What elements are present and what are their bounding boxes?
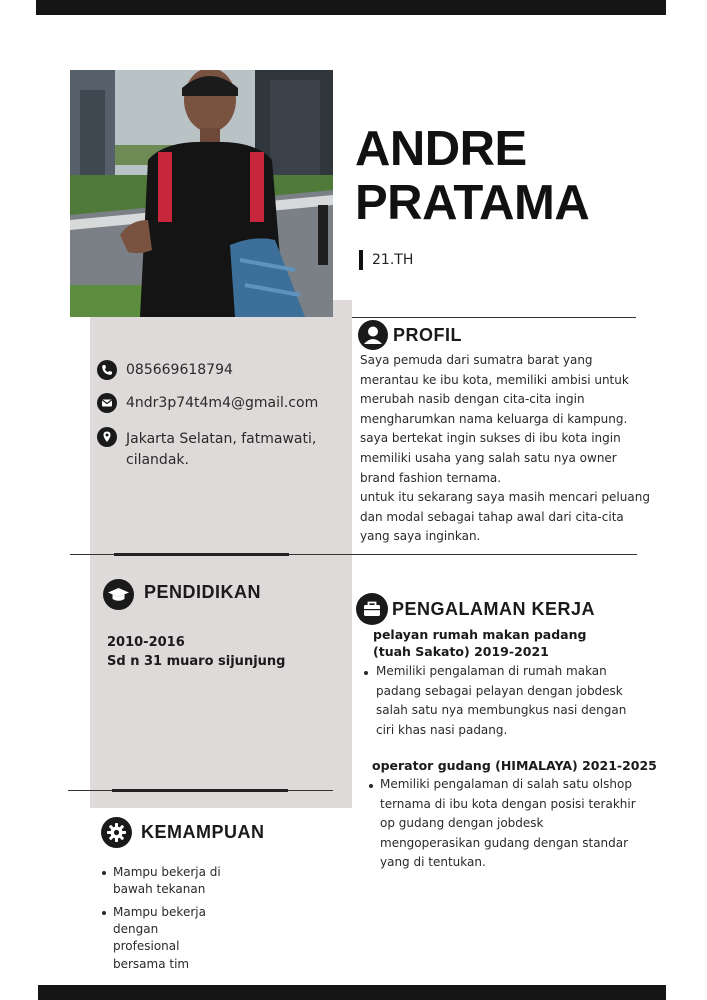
job-2-title: operator gudang (HIMALAYA) 2021-2025 — [372, 758, 657, 773]
skill-2-bullet — [102, 911, 106, 915]
profile-line: untuk itu sekarang saya masih mencari peluang — [360, 490, 650, 505]
education-school: Sd n 31 muaro sijunjung — [107, 654, 286, 669]
profile-line: saya bertekat ingin sukses di ibu kota ingin — [360, 431, 621, 446]
job-1-desc-line: ciri khas nasi padang. — [376, 722, 508, 737]
skill-1-line: bawah tekanan — [113, 882, 206, 897]
gear-icon — [101, 817, 132, 848]
education-years: 2010-2016 — [107, 635, 185, 650]
user-icon — [358, 320, 388, 350]
phone-number: 085669618794 — [126, 362, 233, 378]
experience-heading: PENGALAMAN KERJA — [392, 599, 596, 619]
middle-divider-accent — [114, 553, 289, 556]
bottom-bar — [38, 985, 666, 1000]
profile-line: yang saya inginkan. — [360, 529, 481, 544]
profile-photo-illustration — [70, 70, 333, 317]
age-text: 21.TH — [372, 252, 414, 268]
skill-2-line: profesional — [113, 939, 180, 954]
job-1-description — [376, 662, 626, 740]
education-heading: PENDIDIKAN — [144, 582, 262, 602]
name-last: PRATAMA — [355, 176, 590, 230]
skill-2-line: bersama tim — [113, 956, 190, 971]
skill-1-bullet — [102, 871, 106, 875]
job-1-desc-line: Memiliki pengalaman di rumah makan — [376, 664, 607, 678]
full-name — [355, 122, 589, 230]
job-2-description — [380, 775, 636, 873]
briefcase-icon — [356, 593, 388, 625]
profile-divider — [352, 317, 636, 318]
profile-heading: PROFIL — [393, 325, 462, 345]
skill-2 — [113, 904, 206, 973]
profile-line: mengharumkan nama keluarga di kampung. — [360, 411, 628, 426]
profile-line: brand fashion ternama. — [360, 470, 502, 485]
skill-2-line: Mampu bekerja — [113, 905, 206, 919]
job-2-desc-line: yang di tentukan. — [380, 855, 486, 870]
skill-2-line: dengan — [113, 922, 159, 937]
name-first: ANDRE — [355, 122, 527, 176]
job-2-desc-line: mengoperasikan gudang dengan standar — [380, 835, 629, 850]
job-1-desc-line: padang sebagai pelayan dengan jobdesk — [376, 683, 623, 698]
job-1-desc-line: salah satu nya membungkus nasi dengan — [376, 703, 627, 718]
phone-icon — [97, 360, 117, 380]
age-marker — [359, 250, 363, 270]
profile-line: memiliki usaha yang salah satu nya owner — [360, 450, 617, 465]
address-line-2: cilandak. — [126, 452, 189, 468]
job-1-bullet — [364, 671, 368, 675]
job-2-bullet — [369, 784, 373, 788]
profile-line: merantau ke ibu kota, memiliki ambisi untuk — [360, 372, 629, 387]
skill-1-line: Mampu bekerja di — [113, 865, 221, 879]
profile-line: dan modal sebagai tahap awal dari cita-cita — [360, 509, 624, 524]
profile-photo — [70, 70, 333, 317]
job-1-title-line-2: (tuah Sakato) 2019-2021 — [373, 644, 549, 659]
email-address: 4ndr3p74t4m4@gmail.com — [126, 395, 319, 411]
skills-heading: KEMAMPUAN — [141, 822, 265, 842]
skill-1 — [113, 864, 221, 898]
location-pin-icon — [97, 427, 117, 447]
graduation-cap-icon — [103, 579, 134, 610]
profile-text — [360, 351, 650, 547]
job-1-title-line-1: pelayan rumah makan padang — [373, 627, 587, 642]
skills-divider-accent — [112, 789, 288, 792]
email-icon — [97, 393, 117, 413]
job-2-desc-line: ternama di ibu kota dengan posisi terakhir — [380, 796, 636, 811]
job-2-desc-line: op gudang dengan jobdesk — [380, 816, 544, 831]
profile-line: Saya pemuda dari sumatra barat yang — [360, 353, 593, 367]
profile-line: merubah nasib dengan cita-cita ingin — [360, 392, 585, 407]
top-bar — [36, 0, 666, 15]
address-line-1: Jakarta Selatan, fatmawati, — [126, 431, 317, 447]
job-2-desc-line: Memiliki pengalaman di salah satu olshop — [380, 777, 632, 791]
